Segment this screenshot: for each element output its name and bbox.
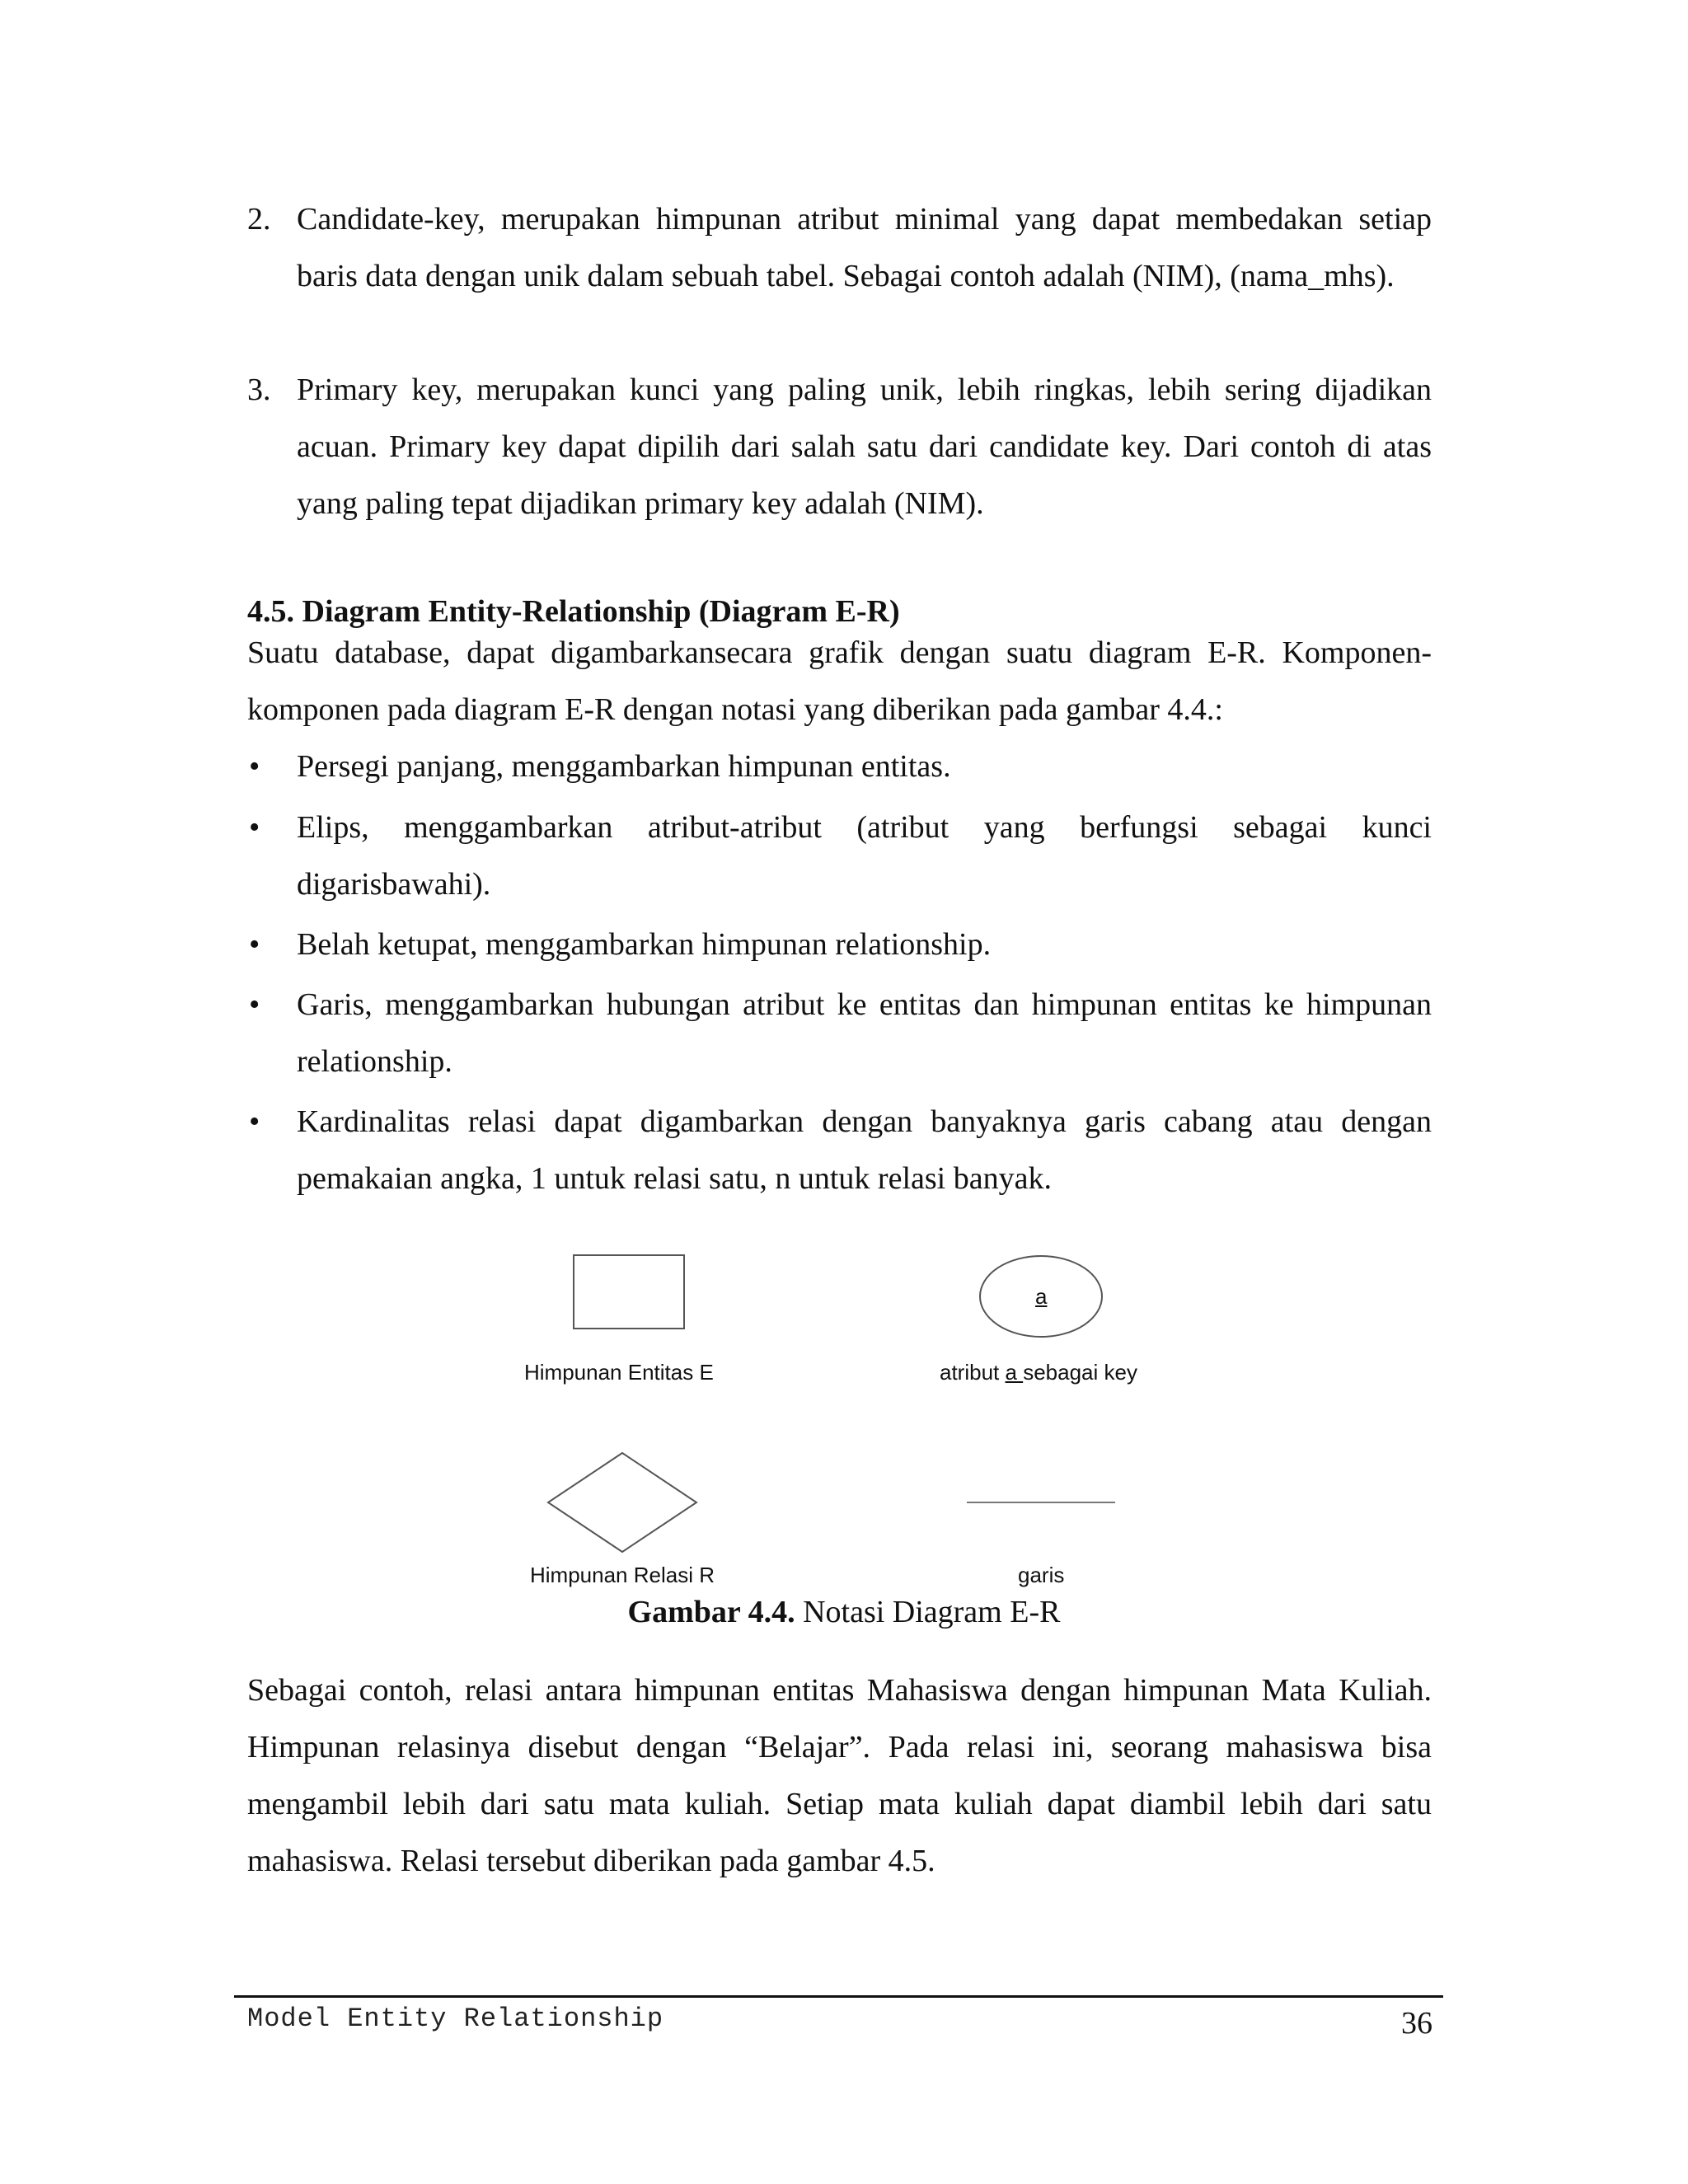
page-number: 36 bbox=[1401, 2006, 1432, 2041]
label-line: garis bbox=[1018, 1563, 1065, 1587]
list-number: 3. bbox=[247, 373, 271, 407]
list-item-candidate-key bbox=[247, 191, 1432, 305]
bullet-icon: • bbox=[249, 810, 260, 845]
footer-title: Model Entity Relationship bbox=[247, 2004, 664, 2034]
list-text: Candidate-key, merupakan himpunan atribut minimal yang dapat membedakan setiap baris data dengan unik dalam sebuah tabel. Sebagai contoh adalah (NIM), (nama_mhs). bbox=[297, 202, 1432, 293]
footer-rule bbox=[234, 1995, 1443, 1998]
closing-paragraph: Sebagai contoh, relasi antara himpunan entitas Mahasiswa dengan himpunan Mata Kuliah. Himpunan relasinya disebut dengan “Belajar”. Pada relasi ini, seorang mahasiswa bisa mengambil lebih dari satu mata kuliah. Setiap mata kuliah dapat diambil lebih dari satu mahasiswa. Relasi tersebut diberikan pada gambar 4.5. bbox=[247, 1673, 1432, 1878]
entity-rectangle bbox=[574, 1255, 684, 1329]
label-attr-key: a bbox=[1005, 1360, 1024, 1385]
relation-diamond bbox=[548, 1453, 696, 1552]
list-number: 2. bbox=[247, 202, 271, 237]
label-attribute-key bbox=[940, 1360, 1137, 1385]
bullet-item bbox=[247, 799, 1432, 913]
bullet-item bbox=[247, 977, 1432, 1090]
bullet-item bbox=[247, 1094, 1432, 1207]
label-relation-set: Himpunan Relasi R bbox=[530, 1563, 715, 1587]
label-entity-set: Himpunan Entitas E bbox=[524, 1360, 714, 1385]
section-intro: Suatu database, dapat digambarkansecara grafik dengan suatu diagram E-R. Komponen-komponen pada diagram E-R dengan notasi yang diberikan pada gambar 4.4.: bbox=[247, 635, 1432, 727]
bullet-icon: • bbox=[249, 927, 260, 962]
bullet-text: Garis, menggambarkan hubungan atribut ke entitas dan himpunan entitas ke himpunan relationship. bbox=[297, 987, 1432, 1079]
bullet-item bbox=[247, 916, 1432, 973]
caption-text: Notasi Diagram E-R bbox=[795, 1595, 1061, 1629]
ellipse-key-text: a bbox=[1035, 1284, 1048, 1309]
section-heading: 4.5. Diagram Entity-Relationship (Diagram E-R) bbox=[247, 594, 900, 629]
attribute-ellipse bbox=[980, 1256, 1102, 1337]
bullet-text: Kardinalitas relasi dapat digambarkan dengan banyaknya garis cabang atau dengan pemakaian angka, 1 untuk relasi satu, n untuk relasi banyak. bbox=[297, 1104, 1432, 1196]
list-text: Primary key, merupakan kunci yang paling unik, lebih ringkas, lebih sering dijadikan acuan. Primary key dapat dipilih dari salah satu dari candidate key. Dari contoh di atas yang paling tepat dijadikan primary key adalah (NIM). bbox=[297, 373, 1432, 521]
figure-caption bbox=[0, 1591, 1688, 1633]
list-item-primary-key bbox=[247, 362, 1432, 532]
bullet-icon: • bbox=[249, 749, 260, 784]
bullet-item bbox=[247, 738, 1432, 795]
label-attr-prefix: atribut bbox=[940, 1360, 1006, 1385]
bullet-icon: • bbox=[249, 1104, 260, 1139]
caption-label: Gambar 4.4. bbox=[627, 1595, 795, 1629]
bullet-icon: • bbox=[249, 987, 260, 1022]
bullet-text: Belah ketupat, menggambarkan himpunan relationship. bbox=[297, 927, 992, 962]
bullet-text: Persegi panjang, menggambarkan himpunan entitas. bbox=[297, 749, 951, 784]
label-attr-suffix: sebagai key bbox=[1023, 1360, 1137, 1385]
bullet-text: Elips, menggambarkan atribut-atribut (atribut yang berfungsi sebagai kunci digarisbawahi). bbox=[297, 810, 1432, 902]
